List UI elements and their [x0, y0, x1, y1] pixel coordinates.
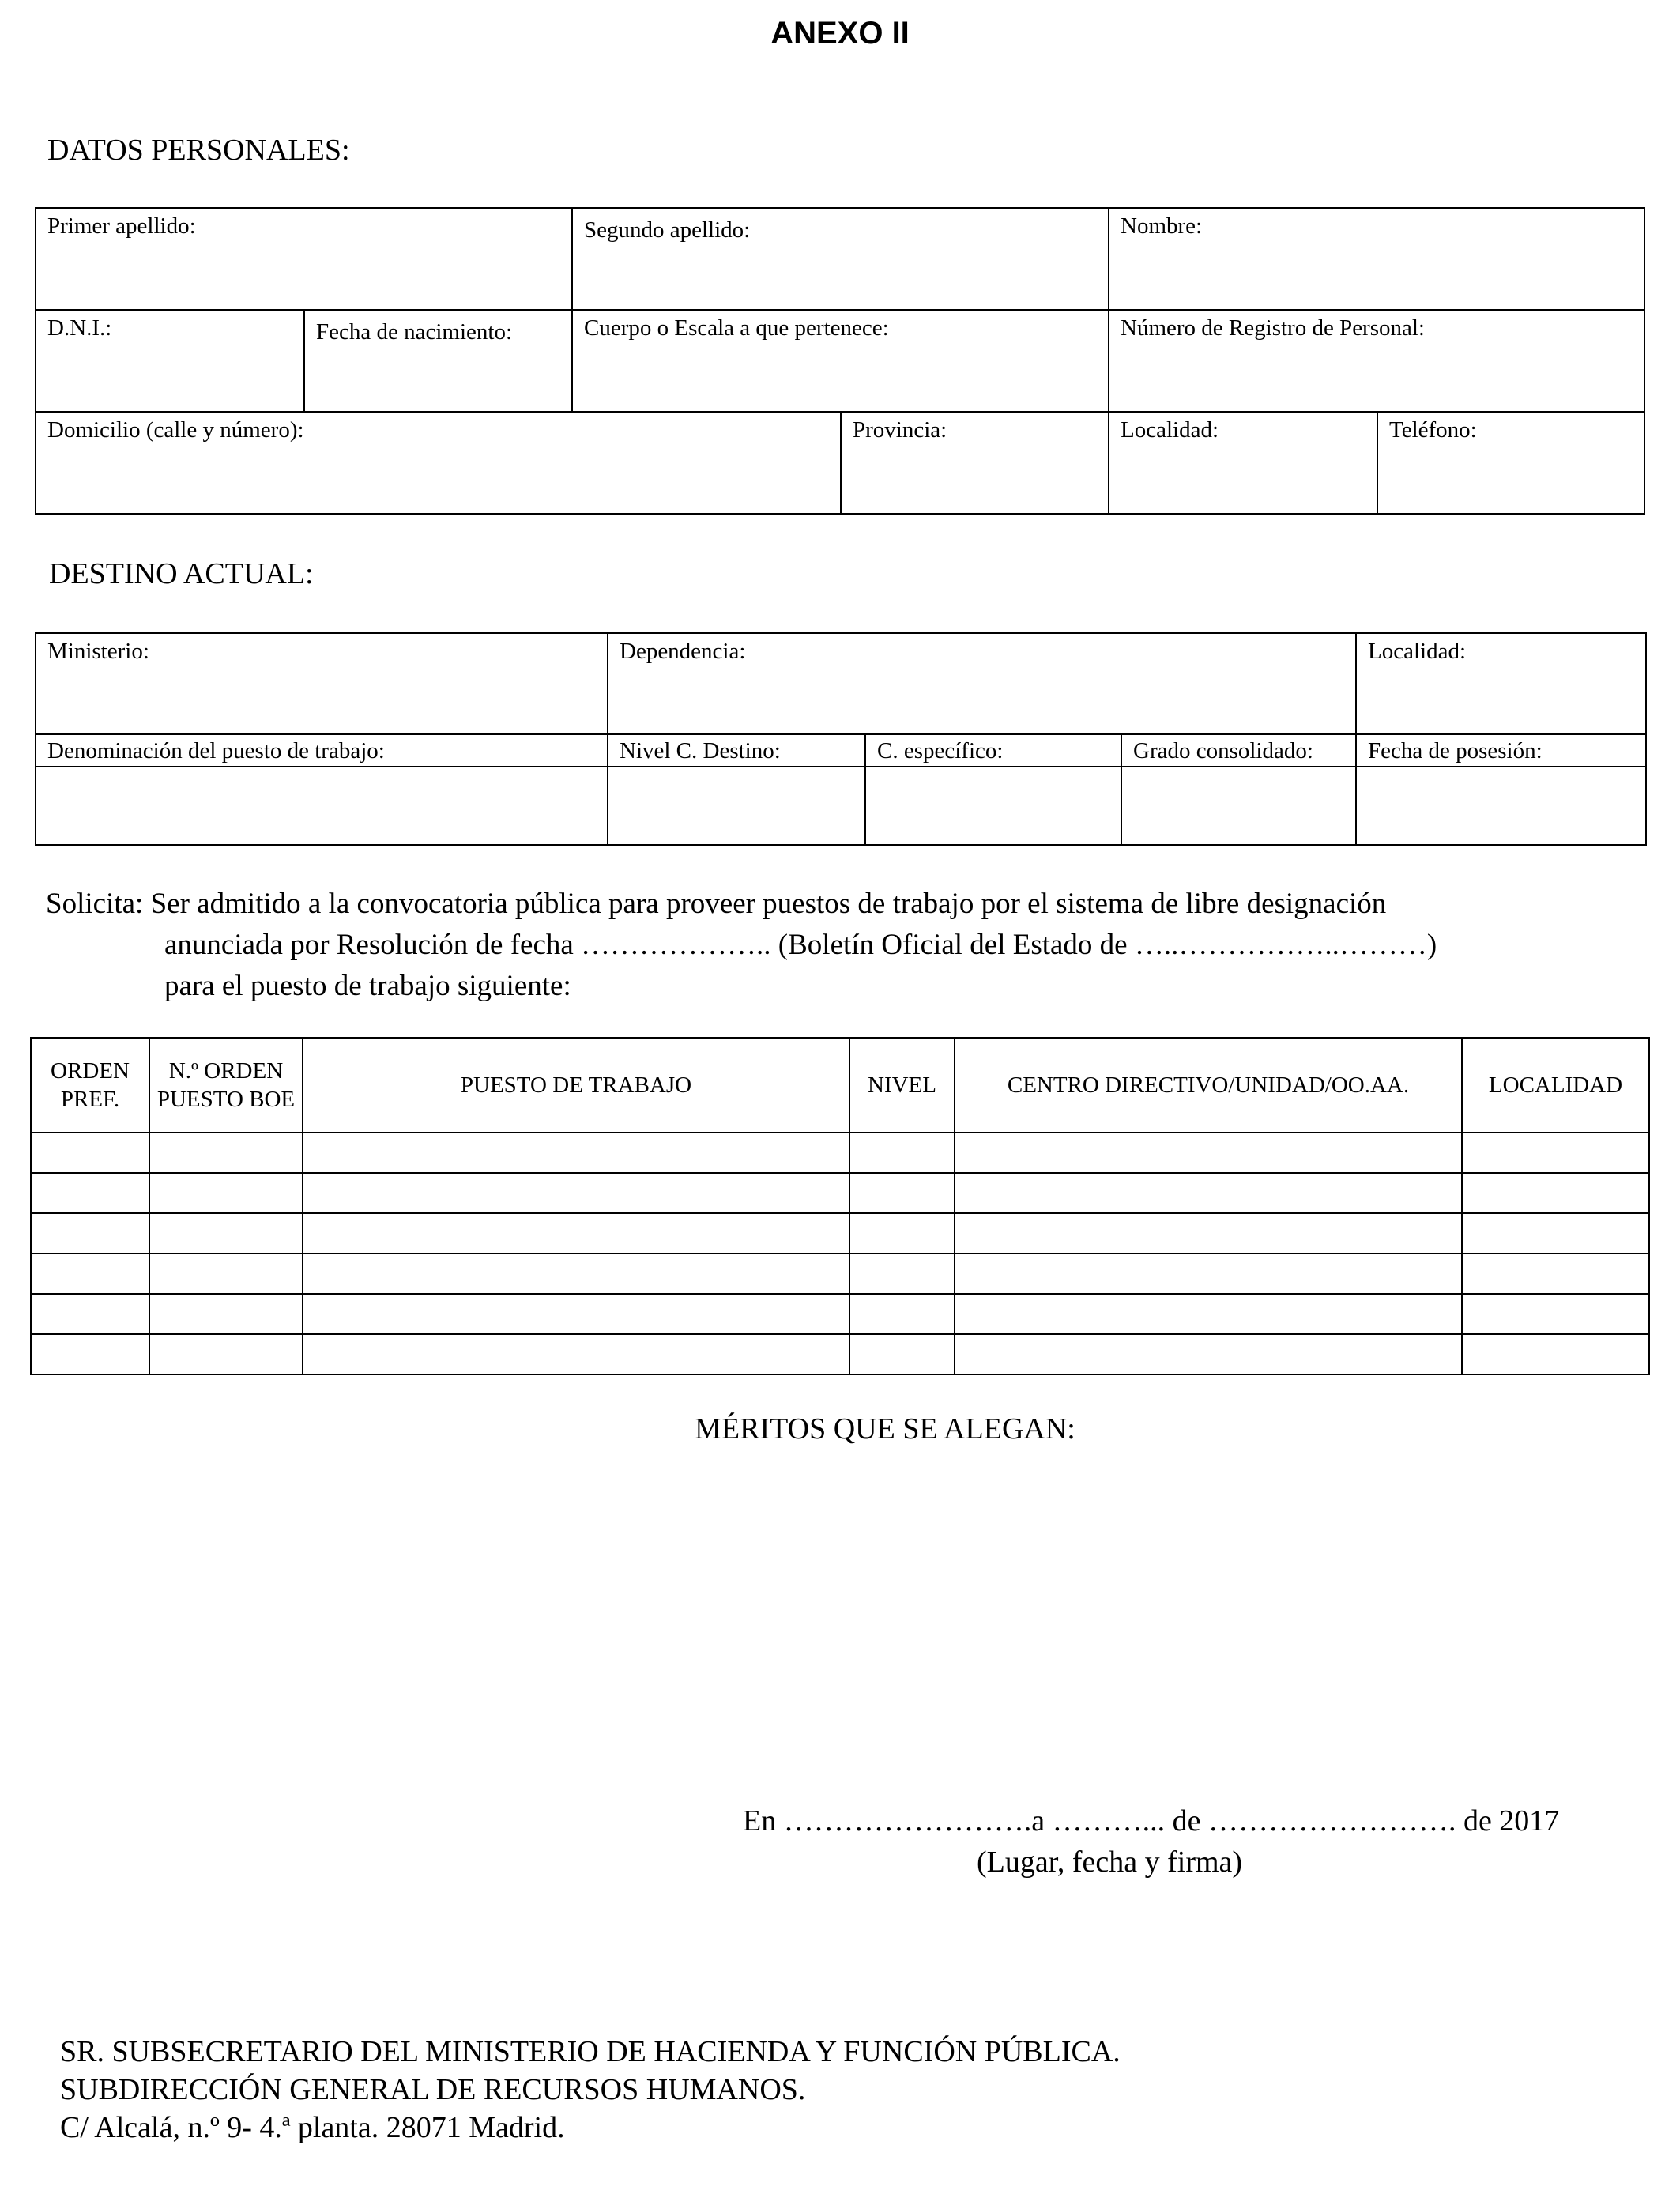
cell-input[interactable]: [303, 1213, 849, 1253]
cell-input[interactable]: [303, 1133, 849, 1173]
fecha-nacimiento-label: Fecha de nacimiento:: [316, 319, 513, 345]
datos-personales-table: [35, 207, 1645, 515]
cell-input[interactable]: [955, 1334, 1462, 1374]
cell-input[interactable]: [1462, 1294, 1649, 1334]
table-row: [31, 1213, 1649, 1253]
cell-input[interactable]: [849, 1173, 955, 1213]
table-row: [31, 1133, 1649, 1173]
table-row: [31, 1253, 1649, 1294]
c-especifico-label: C. específico:: [865, 734, 1121, 767]
table-row: [31, 1294, 1649, 1334]
denominacion-field[interactable]: [36, 767, 608, 845]
cell-input[interactable]: [31, 1294, 149, 1334]
dni-label: D.N.I.:: [47, 315, 112, 341]
segundo-apellido-label: Segundo apellido:: [584, 217, 751, 243]
nombre-field[interactable]: [1109, 208, 1644, 310]
localidad-label: Localidad:: [1121, 417, 1219, 443]
cell-input[interactable]: [149, 1213, 303, 1253]
cell-input[interactable]: [31, 1213, 149, 1253]
cell-input[interactable]: [955, 1253, 1462, 1294]
solicita-line-1: Solicita: Ser admitido a la convocatoria pública para proveer puestos de trabajo por el sistema de libre designación: [46, 888, 1387, 920]
domicilio-field[interactable]: [36, 412, 841, 514]
cell-input[interactable]: [955, 1213, 1462, 1253]
fecha-posesion-field[interactable]: [1356, 767, 1646, 845]
localidad-destino-field[interactable]: [1356, 633, 1646, 734]
meritos-heading: MÉRITOS QUE SE ALEGAN:: [695, 1412, 1075, 1446]
cuerpo-escala-field[interactable]: [572, 310, 1109, 412]
telefono-field[interactable]: [1377, 412, 1644, 514]
cell-input[interactable]: [31, 1334, 149, 1374]
cell-input[interactable]: [303, 1294, 849, 1334]
cell-input[interactable]: [31, 1133, 149, 1173]
nivel-destino-label: Nivel C. Destino:: [608, 734, 865, 767]
cell-input[interactable]: [1462, 1334, 1649, 1374]
solicita-line-3: para el puesto de trabajo siguiente:: [164, 970, 571, 1002]
cell-input[interactable]: [1462, 1133, 1649, 1173]
cell-input[interactable]: [149, 1334, 303, 1374]
header-nivel: NIVEL: [849, 1038, 955, 1133]
cell-input[interactable]: [1462, 1213, 1649, 1253]
cell-input[interactable]: [149, 1173, 303, 1213]
cell-input[interactable]: [955, 1173, 1462, 1213]
solicita-paragraph: [46, 884, 1618, 1007]
datos-personales-heading: DATOS PERSONALES:: [47, 134, 350, 167]
header-localidad: LOCALIDAD: [1462, 1038, 1649, 1133]
cell-input[interactable]: [955, 1133, 1462, 1173]
cell-input[interactable]: [849, 1334, 955, 1374]
ministerio-field[interactable]: [36, 633, 608, 734]
nombre-label: Nombre:: [1121, 213, 1203, 239]
dependencia-label: Dependencia:: [620, 639, 746, 664]
meritos-area[interactable]: [35, 1462, 1644, 1778]
destinatario-line-3: C/ Alcalá, n.º 9- 4.ª planta. 28071 Madrid.: [60, 2111, 565, 2144]
fecha-posesion-label: Fecha de posesión:: [1356, 734, 1646, 767]
cell-input[interactable]: [303, 1334, 849, 1374]
localidad-destino-label: Localidad:: [1368, 639, 1467, 664]
cell-input[interactable]: [31, 1173, 149, 1213]
grado-consolidado-label: Grado consolidado:: [1121, 734, 1356, 767]
destino-actual-heading: DESTINO ACTUAL:: [49, 557, 314, 590]
header-puesto: PUESTO DE TRABAJO: [303, 1038, 849, 1133]
provincia-field[interactable]: [841, 412, 1109, 514]
header-n-orden: N.º ORDEN PUESTO BOE: [149, 1038, 303, 1133]
primer-apellido-field[interactable]: [36, 208, 572, 310]
numero-registro-field[interactable]: [1109, 310, 1644, 412]
cuerpo-escala-label: Cuerpo o Escala a que pertenece:: [584, 315, 889, 341]
header-centro: CENTRO DIRECTIVO/UNIDAD/OO.AA.: [955, 1038, 1462, 1133]
cell-input[interactable]: [149, 1133, 303, 1173]
firma-line: En …………………….a ………... de ……………………. de 2017: [743, 1804, 1560, 1838]
cell-input[interactable]: [849, 1133, 955, 1173]
denominacion-label: Denominación del puesto de trabajo:: [36, 734, 608, 767]
dependencia-field[interactable]: [608, 633, 1356, 734]
destinatario-block: [60, 2033, 1121, 2147]
cell-input[interactable]: [303, 1173, 849, 1213]
destino-actual-table: [35, 632, 1647, 846]
telefono-label: Teléfono:: [1389, 417, 1477, 443]
c-especifico-field[interactable]: [865, 767, 1121, 845]
destinatario-line-2: SUBDIRECCIÓN GENERAL DE RECURSOS HUMANOS.: [60, 2073, 806, 2106]
puestos-table: [30, 1037, 1650, 1375]
document-title: ANEXO II: [770, 16, 910, 51]
solicita-line-2: anunciada por Resolución de fecha ……………….. (Boletín Oficial del Estado de …..……………..………): [164, 929, 1437, 961]
numero-registro-label: Número de Registro de Personal:: [1121, 315, 1425, 341]
cell-input[interactable]: [849, 1253, 955, 1294]
dni-field[interactable]: [36, 310, 304, 412]
header-orden-pref: ORDEN PREF.: [31, 1038, 149, 1133]
table-row: [31, 1173, 1649, 1213]
fecha-nacimiento-field[interactable]: [304, 310, 572, 412]
cell-input[interactable]: [849, 1213, 955, 1253]
cell-input[interactable]: [849, 1294, 955, 1334]
destinatario-line-1: SR. SUBSECRETARIO DEL MINISTERIO DE HACIENDA Y FUNCIÓN PÚBLICA.: [60, 2035, 1121, 2068]
segundo-apellido-field[interactable]: [572, 208, 1109, 310]
grado-consolidado-field[interactable]: [1121, 767, 1356, 845]
localidad-field[interactable]: [1109, 412, 1377, 514]
primer-apellido-label: Primer apellido:: [47, 213, 196, 239]
ministerio-label: Ministerio:: [47, 639, 149, 664]
cell-input[interactable]: [1462, 1173, 1649, 1213]
firma-caption: (Lugar, fecha y firma): [977, 1845, 1243, 1879]
table-row: [31, 1334, 1649, 1374]
cell-input[interactable]: [149, 1253, 303, 1294]
cell-input[interactable]: [955, 1294, 1462, 1334]
cell-input[interactable]: [1462, 1253, 1649, 1294]
provincia-label: Provincia:: [853, 417, 947, 443]
cell-input[interactable]: [303, 1253, 849, 1294]
cell-input[interactable]: [149, 1294, 303, 1334]
nivel-destino-field[interactable]: [608, 767, 865, 845]
cell-input[interactable]: [31, 1253, 149, 1294]
domicilio-label: Domicilio (calle y número):: [47, 417, 304, 443]
